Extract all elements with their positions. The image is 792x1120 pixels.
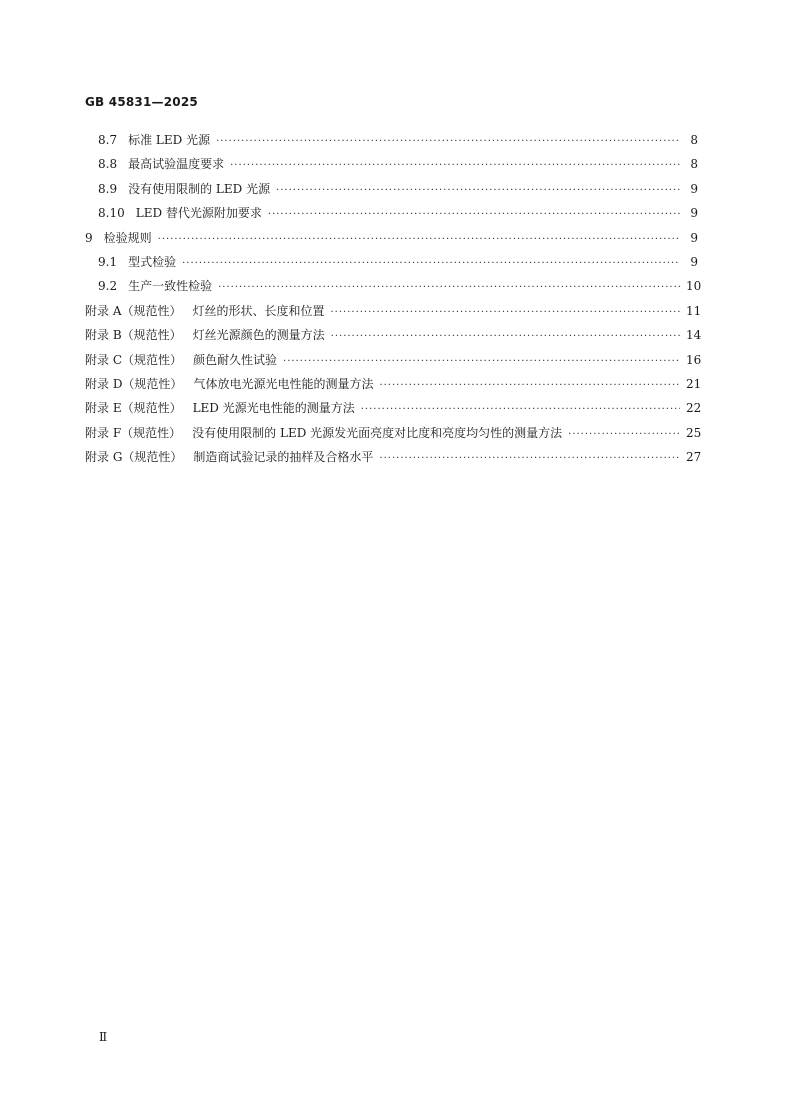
toc-entry-number: 附录 F（规范性） (85, 425, 182, 440)
toc-entry[interactable] (85, 348, 702, 372)
toc-leader-dots (268, 203, 680, 227)
toc-entry-title: 型式检验 (128, 254, 177, 269)
page-number-roman: Ⅱ (99, 1030, 108, 1044)
toc-entry-page: 8 (690, 133, 698, 147)
toc-entry[interactable] (85, 128, 698, 152)
toc-entry-number: 附录 B（规范性） (85, 328, 182, 343)
toc-entry-title: 灯丝光源颜色的测量方法 (192, 328, 325, 343)
toc-entry-title: 气体放电光源光电性能的测量方法 (193, 376, 374, 391)
toc-entry-number: 8.10 (98, 206, 125, 221)
toc-entry-number: 8.8 (98, 157, 118, 172)
toc-entry[interactable] (85, 250, 698, 274)
toc-entry[interactable] (85, 226, 698, 250)
toc-entry[interactable] (85, 323, 702, 347)
toc-entry[interactable] (85, 372, 702, 396)
toc-leader-dots (331, 301, 681, 325)
toc-entry-page: 9 (690, 254, 698, 269)
toc-entry-number: 8.7 (98, 133, 118, 147)
toc-entry-title: 没有使用限制的 LED 光源 (128, 181, 271, 196)
toc-leader-dots (158, 228, 680, 252)
toc-entry[interactable] (85, 177, 698, 201)
toc-entry-page: 10 (686, 279, 702, 294)
toc-entry[interactable] (85, 445, 702, 469)
toc-leader-dots (379, 374, 680, 398)
toc-entry-page: 9 (690, 230, 698, 245)
toc-entry-title: 生产一致性检验 (128, 279, 213, 294)
toc-leader-dots (379, 447, 680, 471)
toc-entry[interactable] (85, 274, 702, 298)
toc-leader-dots (230, 154, 680, 178)
toc-leader-dots (182, 252, 680, 276)
toc-entry-page: 25 (686, 425, 702, 440)
toc-entry-page: 8 (690, 157, 698, 172)
toc-leader-dots (568, 423, 680, 447)
toc-entry[interactable] (85, 421, 702, 445)
toc-entry-title: LED 光源光电性能的测量方法 (192, 401, 355, 416)
toc-entry-page: 14 (686, 328, 702, 343)
toc-leader-dots (276, 179, 680, 203)
toc-entry[interactable] (85, 396, 702, 420)
toc-entry-page: 22 (686, 401, 702, 416)
toc-entry-number: 附录 E（规范性） (85, 401, 182, 416)
toc-entry-number: 附录 C（规范性） (85, 352, 182, 367)
toc-entry-page: 21 (686, 376, 702, 391)
toc-entry-title: 制造商试验记录的抽样及合格水平 (193, 450, 374, 465)
standard-number-header: GB 45831—2025 (85, 95, 198, 109)
toc-entry-page: 16 (686, 352, 702, 367)
toc-entry-title: 检验规则 (103, 230, 152, 245)
toc-entry-page: 11 (686, 303, 702, 318)
toc-leader-dots (283, 350, 680, 374)
toc-entry-page: 27 (686, 450, 702, 465)
toc-entry-title: 灯丝的形状、长度和位置 (192, 303, 325, 318)
toc-entry-title: 没有使用限制的 LED 光源发光面亮度对比度和亮度均匀性的测量方法 (192, 425, 563, 440)
toc-entry-title: 标准 LED 光源 (128, 133, 211, 147)
toc-leader-dots (216, 130, 680, 154)
toc-entry-title: 颜色耐久性试验 (193, 352, 278, 367)
toc-entry-number: 附录 A（规范性） (85, 303, 182, 318)
toc-entry-page: 9 (690, 181, 698, 196)
toc-entry-title: LED 替代光源附加要求 (135, 206, 262, 221)
toc-entry[interactable] (85, 152, 698, 176)
toc-entry-page: 9 (690, 206, 698, 221)
toc-entry-number: 附录 D（规范性） (85, 376, 183, 391)
table-of-contents (85, 128, 702, 469)
toc-entry-number: 8.9 (98, 181, 118, 196)
toc-leader-dots (361, 398, 680, 422)
toc-entry-number: 9.1 (98, 254, 118, 269)
toc-entry[interactable] (85, 299, 702, 323)
toc-leader-dots (218, 276, 680, 300)
toc-entry-number: 附录 G（规范性） (85, 450, 183, 465)
toc-entry-number: 9.2 (98, 279, 118, 294)
toc-entry[interactable] (85, 201, 698, 225)
toc-entry-number: 9 (85, 230, 93, 245)
toc-leader-dots (331, 325, 680, 349)
toc-entry-title: 最高试验温度要求 (128, 157, 225, 172)
